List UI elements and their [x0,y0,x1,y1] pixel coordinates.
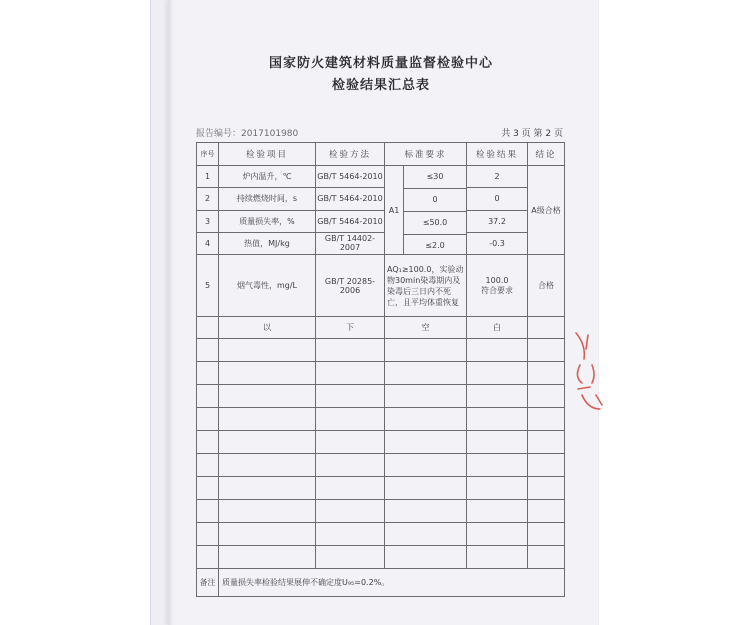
row-conclusion: 合格 [528,255,565,317]
empty-cell [219,477,316,500]
row-result: 0 [467,188,528,210]
empty-cell [316,362,385,385]
table-row [197,188,565,210]
empty-cell [385,431,467,454]
grade-conclusion: A级合格 [528,166,565,255]
empty-cell [467,362,528,385]
note-label: 备注 [197,569,219,597]
blank-marker-char: 白 [467,317,528,339]
empty-cell [467,546,528,569]
row-item: 持续燃烧时间，s [219,188,316,210]
empty-row [197,477,565,500]
empty-cell [528,477,565,500]
empty-cell [219,431,316,454]
empty-cell [385,362,467,385]
blank-marker-char: 以 [219,317,316,339]
empty-cell [528,546,565,569]
empty-cell [316,385,385,408]
blank-marker-char: 下 [316,317,385,339]
empty-cell [219,500,316,523]
empty-cell [316,408,385,431]
empty-cell [316,477,385,500]
empty-cell [197,317,219,339]
empty-cell [385,523,467,546]
empty-cell [219,362,316,385]
row-result-value: 100.0 [485,275,509,285]
empty-cell [219,546,316,569]
row-seq: 3 [197,210,219,232]
empty-cell [197,477,219,500]
empty-cell [197,408,219,431]
empty-cell [528,362,565,385]
row-method: GB/T 20285-2006 [316,255,385,317]
empty-cell [316,339,385,362]
row-result: 37.2 [467,210,528,232]
empty-cell [197,339,219,362]
empty-row [197,454,565,477]
row-item: 热值，MJ/kg [219,232,316,254]
empty-cell [219,339,316,362]
empty-cell [197,546,219,569]
row-method: GB/T 14402-2007 [316,232,385,254]
empty-cell [467,477,528,500]
row-result: -0.3 [467,232,528,254]
row-seq: 1 [197,166,219,188]
row-requirement: 0 [404,189,466,212]
empty-cell [528,500,565,523]
row-result-verdict: 符合要求 [481,285,513,295]
table-row [197,232,565,254]
empty-cell [528,317,565,339]
empty-cell [197,431,219,454]
row-item: 烟气毒性，mg/L [219,255,316,317]
row-seq: 2 [197,188,219,210]
empty-cell [219,523,316,546]
empty-cell [219,408,316,431]
empty-cell [385,546,467,569]
header-conclusion: 结论 [528,143,565,166]
row-requirement: ≤2.0 [425,241,445,250]
empty-cell [385,477,467,500]
grade-label: A1 [385,166,404,254]
empty-cell [528,385,565,408]
empty-cell [316,546,385,569]
empty-cell [197,500,219,523]
empty-row [197,385,565,408]
empty-cell [385,500,467,523]
empty-row [197,339,565,362]
empty-cell [385,385,467,408]
stamp-arc [576,333,602,409]
empty-cell [197,362,219,385]
empty-cell [528,523,565,546]
row-seq: 5 [197,255,219,317]
row-method: GB/T 5464-2010 [316,188,385,210]
empty-cell [467,454,528,477]
row-requirement: ≤30 [404,166,466,189]
empty-cell [528,408,565,431]
empty-row [197,546,565,569]
requirement-grade-cell [385,166,467,255]
empty-cell [197,454,219,477]
row-method: GB/T 5464-2010 [316,210,385,232]
empty-row [197,408,565,431]
row-result [467,255,528,317]
empty-cell [528,339,565,362]
page-spine-shadow [168,0,174,625]
table-row [197,210,565,232]
table-row [197,166,565,188]
row-result: 2 [467,166,528,188]
empty-cell [528,431,565,454]
empty-cell [385,339,467,362]
header-requirement: 标准要求 [385,143,467,166]
table-header-row [197,143,565,166]
document-title: 国家防火建筑材料质量监督检验中心 [268,56,493,71]
empty-cell [467,385,528,408]
header-method: 检验方法 [316,143,385,166]
empty-cell [197,523,219,546]
header-item: 检验项目 [219,143,316,166]
report-number: 报告编号：2017101980 [196,129,299,139]
empty-cell [467,408,528,431]
header-result: 检验结果 [467,143,528,166]
row-item: 炉内温升，℃ [219,166,316,188]
row-item: 质量损失率，% [219,210,316,232]
empty-cell [467,500,528,523]
row-seq: 4 [197,232,219,254]
empty-cell [219,454,316,477]
note-row [197,569,565,597]
empty-cell [467,431,528,454]
empty-row [197,431,565,454]
row-requirement: AQ₁≥100.0，实验动物30min染毒期内及染毒后三日内不死亡，且平均体重恢复 [385,255,467,317]
note-text: 质量损失率检验结果展伸不确定度U₉₅=0.2%。 [219,569,565,597]
empty-cell [528,454,565,477]
empty-cell [219,385,316,408]
empty-row [197,523,565,546]
empty-cell [467,339,528,362]
row-method: GB/T 5464-2010 [316,166,385,188]
document-subtitle: 检验结果汇总表 [331,78,430,93]
results-table [196,142,565,597]
header-seq: 序号 [197,143,219,166]
page-info: 共 3 页 第 2 页 [501,129,563,139]
empty-row [197,362,565,385]
empty-cell [316,431,385,454]
red-seal-stamp [572,325,612,425]
empty-cell [385,408,467,431]
empty-cell [197,385,219,408]
empty-row [197,500,565,523]
empty-cell [316,454,385,477]
empty-cell [385,454,467,477]
blank-marker-row [197,317,565,339]
empty-cell [316,523,385,546]
table-row [197,255,565,317]
empty-cell [316,500,385,523]
empty-cell [467,523,528,546]
blank-marker-char: 空 [385,317,467,339]
row-requirement: ≤50.0 [404,212,466,235]
